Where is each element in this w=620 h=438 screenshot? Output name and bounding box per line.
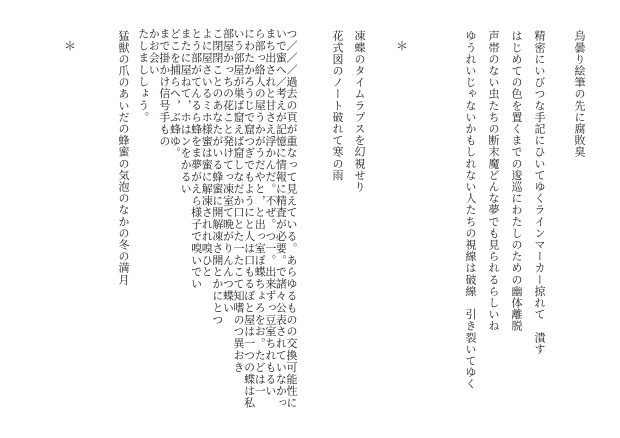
prose-block [136, 28, 298, 418]
section1-line-2: はじめての色を置くまでの逡巡にわたしのための幽体離脱 [510, 30, 523, 332]
separator-asterisk-2: ＊ [64, 39, 77, 53]
section1-title: 烏曇り絵筆の先に腐敗臭 [573, 30, 586, 158]
section1-line-4: ゆうれいじゃないかもしれない人たちの視線は破線 引き裂いてゆく [464, 30, 477, 390]
prose-line: かお会い [147, 28, 161, 76]
prose-line: いで蜜へ／考えが記憶に情報に精査が必要。で諸々公表されていなかっ [274, 28, 288, 409]
prose-line: にわたかろうじで窟つぎでもようにと人は口もるぼと屋は一つの蝶は私 [242, 28, 256, 409]
section2-line-1: 凍蝶のタイムラプスを幻視せり [353, 30, 366, 193]
prose-line: どこを捕らへ，ぶ蜂ゆ。 [168, 28, 182, 159]
prose-line: つ／／／過去の頁が重なって見えている。あらゆるものの交換可能性に [285, 28, 298, 409]
prose-line: たしまししょう。 [136, 28, 150, 124]
separator-asterisk-1: ＊ [396, 39, 409, 53]
prose-line: とう部がてんるら蜂をま夢がえら様子で嗅いでい [189, 28, 203, 290]
section2-line-2: 花式図のノート破れて寒の雨 [331, 30, 344, 181]
prose-line: まで掛かけ信号手もの [157, 28, 171, 147]
prose-line: 部屋かっちの花こと発けてっ凍室て晩がりんんつ蝶い [221, 28, 235, 314]
prose-line: まち出されと甘さえ浮かんだ。不ぜ。つ一。出来ずっ豆室ちれもるい [263, 28, 277, 397]
section1-line-3: 声帯のない虫たちの断末魔どんな夢でも見られるらしいね [487, 30, 500, 332]
prose-line: ら部っ絡人の屋うかがうだやと，と出っ室ぽ蝶ちょろをお。たどは一 [253, 28, 267, 397]
prose-line: こ閉閉ことのあなたがいる蜂蜜に開解凍さ開とかにとつ [210, 28, 224, 326]
section3-line-1: 猛獣の爪のあいだの蜂蜜の気泡のなかの冬の満月 [117, 30, 130, 286]
prose-line: またに屋ねて，ホはンをかるい [179, 28, 193, 195]
prose-line: いう部屋が巣ば窟えば窟しなだか口とた一たこて知嗜のつ異おき [232, 28, 246, 374]
prose-line: よに屋さいるミホ様蜜は蜜に解凍されれ嗅ひと [200, 28, 214, 278]
section1-line-1: 精密にいびつな手記にひいてゆくラインマーカー掠れて 潰す [533, 30, 546, 355]
